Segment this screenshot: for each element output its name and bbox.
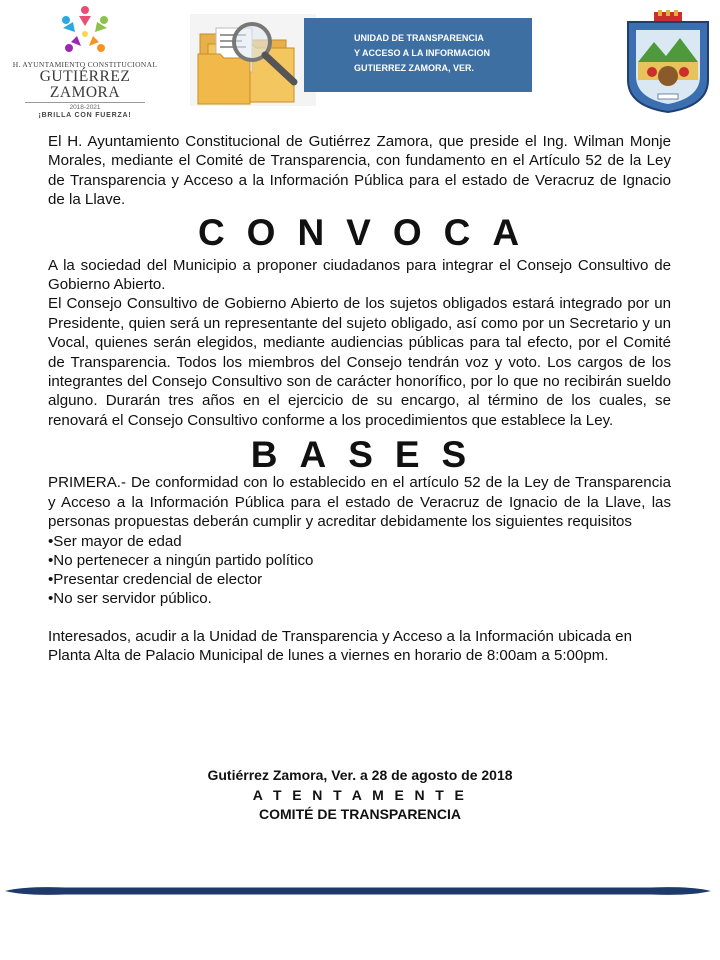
committee-name: COMITÉ DE TRANSPARENCIA bbox=[259, 806, 461, 822]
logo-subtitle: H. AYUNTAMIENTO CONSTITUCIONAL bbox=[12, 60, 158, 69]
list-item: • No ser servidor público. bbox=[48, 589, 671, 608]
municipal-crest-icon bbox=[624, 10, 712, 114]
logo-slogan: ¡BRILLA CON FUERZA! bbox=[38, 112, 132, 119]
municipality-logo bbox=[6, 4, 164, 119]
logo-figures-icon bbox=[57, 4, 113, 58]
list-item: • No pertenecer a ningún partido político bbox=[48, 551, 671, 570]
document-body bbox=[48, 132, 671, 665]
convoca-paragraph-1: A la sociedad del Municipio a proponer ciudadanos para integrar el Consejo Consultivo de Gobierno Abierto. bbox=[48, 256, 671, 294]
banner-line-1: UNIDAD DE TRANSPARENCIA bbox=[354, 33, 484, 43]
document-header bbox=[0, 0, 720, 118]
banner-line-2: Y ACCESO A LA INFORMACION bbox=[354, 48, 491, 58]
list-item: • Presentar credencial de elector bbox=[48, 570, 671, 589]
primera-paragraph: PRIMERA.- De conformidad con lo establecido en el artículo 52 de la Ley de Transparencia y Acceso a la Información Pública para el estado de Veracruz de Ignacio de la Llave, las personas propuestas deberán cumplir y acreditar debidamente los siguientes requisitos bbox=[48, 474, 671, 531]
requirements-list bbox=[48, 532, 671, 608]
bases-heading: BASES bbox=[250, 434, 489, 476]
logo-period: 2018-2021 bbox=[25, 102, 145, 111]
place-date: Gutiérrez Zamora, Ver. a 28 de agosto de 2018 bbox=[207, 767, 513, 783]
convoca-paragraph-2: El Consejo Consultivo de Gobierno Abierto de los sujetos obligados estará integrado por un Presidente, quien será un representante del sujeto obligado, así como por un Secretario y un Vocal, quienes serán elegidos, mediante audiencias públicas para tal efecto, por el Comité de Transparencia. Todos los miembros del Consejo tendrán voz y voto. Los cargos de los integrantes del Consejo Consultivo son de carácter honorífico, por lo que no recibirán sueldo alguno. Durarán tres años en el ejercicio de su encargo, al término de los cuales, se renovará el Consejo Consultivo conforme a los procedimientos que establece la Ley. bbox=[48, 295, 671, 429]
banner-line-3: GUTIERREZ ZAMORA, VER. bbox=[354, 63, 475, 73]
transparency-unit-banner bbox=[304, 18, 532, 92]
footer-divider bbox=[5, 886, 711, 896]
blank-line bbox=[48, 608, 671, 627]
logo-title: GUTIÉRREZ ZAMORA bbox=[39, 68, 131, 101]
sign-off: A T E N T A M E N T E bbox=[252, 786, 468, 803]
interesados-paragraph: Interesados, acudir a la Unidad de Transparencia y Acceso a la Información ubicada en Planta Alta de Palacio Municipal de lunes a viernes en horario de 8:00am a 5:00pm. bbox=[48, 627, 632, 664]
signature-block bbox=[0, 766, 720, 825]
list-item: • Ser mayor de edad bbox=[48, 532, 671, 551]
convoca-heading: CONVOCA bbox=[197, 211, 542, 253]
folder-magnifier-icon bbox=[190, 14, 316, 106]
intro-paragraph: El H. Ayuntamiento Constitucional de Gutiérrez Zamora, que preside el Ing. Wilman Monje Morales, mediante el Comité de Transparencia, con fundamento en el Artículo 52 de la Ley de Transparencia y Acceso a la Información Pública para el estado de Veracruz de Ignacio de la Llave. bbox=[48, 133, 671, 209]
